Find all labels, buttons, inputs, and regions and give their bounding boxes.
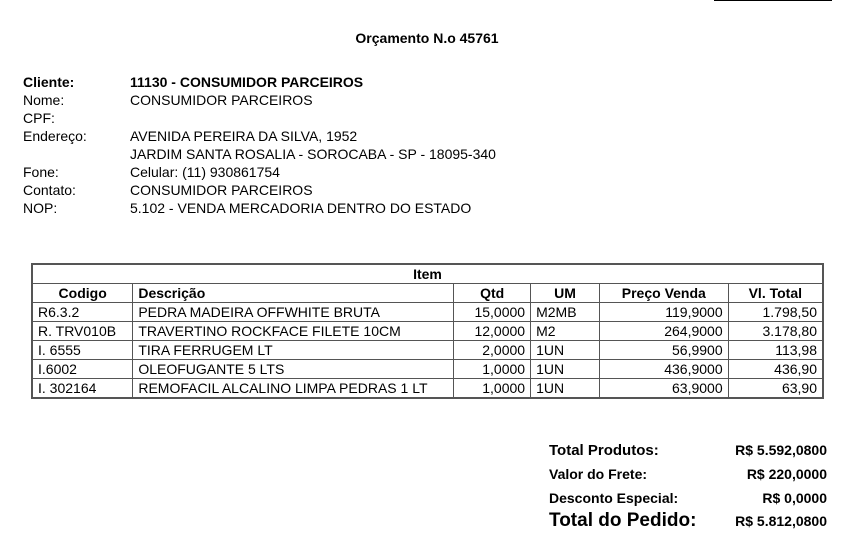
client-row-cliente [23,73,496,91]
value-contato: CONSUMIDOR PARCEIROS [130,182,313,198]
cell-qtd: 1,0000 [454,360,531,379]
cell-descricao: TIRA FERRUGEM LT [133,341,454,360]
cell-codigo: R6.3.2 [32,303,133,322]
label-nop: NOP: [23,200,58,216]
cell-um: 1UN [531,379,600,399]
cell-codigo: R. TRV010B [32,322,133,341]
client-row-contato [23,181,496,199]
cell-qtd: 12,0000 [454,322,531,341]
column-header-qtd: Qtd [454,284,531,303]
cell-descricao: PEDRA MADEIRA OFFWHITE BRUTA [133,303,454,322]
table-row [32,303,823,322]
table-row [32,379,823,399]
label-cpf: CPF: [23,110,55,126]
cell-um: M2MB [531,303,600,322]
cell-vl-total: 63,90 [728,379,823,399]
valor-frete-value: R$ 220,0000 [746,466,827,482]
client-row-endereco [23,127,496,145]
table-row [32,322,823,341]
column-header-preco-venda: Preço Venda [599,284,728,303]
cell-qtd: 2,0000 [454,341,531,360]
value-cpf [130,109,496,127]
cell-vl-total: 113,98 [728,341,823,360]
column-header-descricao: Descrição [133,284,454,303]
cell-descricao: TRAVERTINO ROCKFACE FILETE 10CM [133,322,454,341]
cell-qtd: 1,0000 [454,379,531,399]
cell-codigo: I. 302164 [32,379,133,399]
cell-um: 1UN [531,341,600,360]
cell-descricao: OLEOFUGANTE 5 LTS [133,360,454,379]
column-header-um: UM [531,284,600,303]
total-produtos-value: R$ 5.592,0800 [735,442,827,458]
client-row-fone [23,163,496,181]
cell-vl-total: 3.178,80 [728,322,823,341]
value-nop: 5.102 - VENDA MERCADORIA DENTRO DO ESTADO [130,200,472,216]
table-row [32,360,823,379]
label-contato: Contato: [23,182,76,198]
label-cliente: Cliente: [23,74,75,90]
value-fone: Celular: (11) 930861754 [130,164,280,180]
client-row-nome [23,91,496,109]
value-cliente: 11130 - CONSUMIDOR PARCEIROS [130,74,364,90]
client-row-nop [23,199,496,217]
cell-descricao: REMOFACIL ALCALINO LIMPA PEDRAS 1 LT [133,379,454,399]
desconto-especial-row [549,486,827,510]
cell-preco-venda: 264,9000 [599,322,728,341]
top-rule [714,0,832,1]
cell-vl-total: 436,90 [728,360,823,379]
total-produtos-row [549,438,827,462]
column-header-vl-total: Vl. Total [728,284,823,303]
cell-vl-total: 1.798,50 [728,303,823,322]
cell-preco-venda: 56,9900 [599,341,728,360]
table-row [32,341,823,360]
valor-frete-row [549,462,827,486]
cell-preco-venda: 119,9000 [599,303,728,322]
cell-preco-venda: 63,9000 [599,379,728,399]
client-row-cpf [23,109,496,127]
value-endereco-line2: JARDIM SANTA ROSALIA - SOROCABA - SP - 18095-340 [130,146,496,162]
items-group-header-row [32,264,823,284]
totals-summary [549,438,827,532]
total-produtos-label: Total Produtos: [549,441,659,459]
total-pedido-row [549,510,827,532]
desconto-especial-label: Desconto Especial: [549,490,679,506]
cell-um: 1UN [531,360,600,379]
client-row-endereco2 [23,145,496,163]
items-column-header-row [32,284,823,303]
document-title: Orçamento N.o 45761 [355,30,499,46]
items-group-header: Item [32,264,823,284]
cell-codigo: I. 6555 [32,341,133,360]
label-fone: Fone: [23,164,59,180]
total-pedido-label: Total do Pedido: [549,510,697,531]
valor-frete-label: Valor do Frete: [549,466,648,482]
label-nome: Nome: [23,92,65,108]
column-header-codigo: Codigo [32,284,133,303]
items-table [31,263,824,399]
client-info [23,73,496,217]
label-endereco: Endereço: [23,128,87,144]
value-endereco-line1: AVENIDA PEREIRA DA SILVA, 1952 [130,128,358,144]
total-pedido-value: R$ 5.812,0800 [735,513,827,529]
cell-preco-venda: 436,9000 [599,360,728,379]
cell-qtd: 15,0000 [454,303,531,322]
cell-um: M2 [531,322,600,341]
desconto-especial-value: R$ 0,0000 [762,490,827,506]
value-nome: CONSUMIDOR PARCEIROS [130,92,313,108]
cell-codigo: I.6002 [32,360,133,379]
